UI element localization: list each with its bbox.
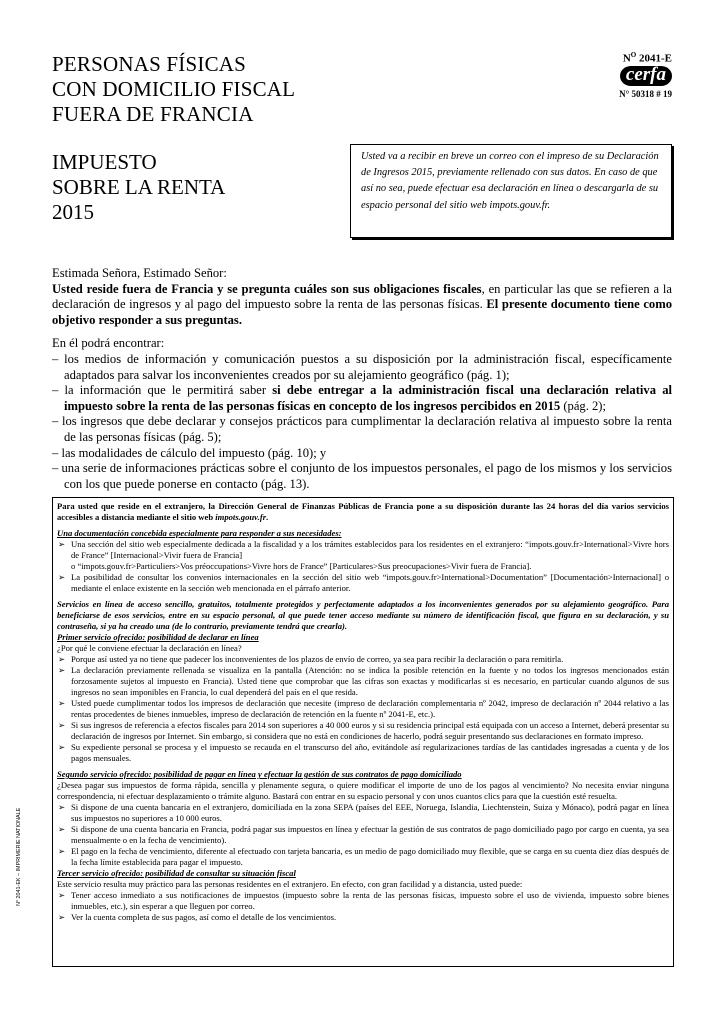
greeting: Estimada Señora, Estimado Señor:: [52, 266, 227, 280]
online-services-intro: Servicios en línea de acceso sencillo, gratuitos, totalmente protegidos y perfectamente adaptados a los inconvenientes generados por su alejamiento geográfico. Para beneficiarse de esos servicios, entre en su espacio personal, al que puede tener acceso mediante su número de identificación fiscal, que figura en su declaración, y su contraseña, si ya ha creado una (de lo contrario, previamente tendrá que crearla).: [57, 599, 669, 631]
contents-label: En él podrá encontrar:: [52, 336, 165, 351]
subtitle-line: 2015: [52, 200, 94, 224]
document-subtitle: [52, 150, 225, 225]
arrow-bullet-icon: ➢: [58, 912, 66, 922]
arrow-bullet-icon: ➢: [58, 824, 66, 834]
arrow-bullet-icon: ➢: [58, 654, 66, 664]
service-2-intro: ¿Desea pagar sus impuestos de forma rápida, sencilla y plenamente segura, o quiere modificar el importe de uno de los pagos al vencimiento? No necesita enviar ninguna correspondencia, ni efectuar desplazamiento o trámite alguno. Bastará con entrar en su espacio personal y con unos cuantos clics para que la cuestión esté resuelta.: [57, 780, 669, 801]
list-item: ➢ La declaración previamente rellenada se visualiza en la pantalla (Atención: no se indica la posible retención en la fuente y no todos los ingresos mencionados están forzosamente sujetos al impuesto en Francia). Usted tiene que comprobar que las cifras son exactas y modificarlas si es necesario, en particular cuando algunos de sus ingresos no sean imponibles en Francia, lo cual dependerá del país en el que resida.: [58, 665, 669, 697]
cerfa-logo: cerfa: [620, 66, 672, 86]
title-line: PERSONAS FÍSICAS: [52, 52, 247, 76]
list-item: – las modalidades de cálculo del impuesto (pág. 10); y: [52, 446, 672, 462]
list-item: – los ingresos que debe declarar y consejos prácticos para cumplimentar la declaración relativa al impuesto sobre la renta de las personas físicas (pág. 5);: [52, 414, 672, 445]
services-lead: Para usted que reside en el extranjero, la Dirección General de Finanzas Públicas de Francia pone a su disposición durante las 24 horas del día varios servicios accesibles a distancia mediante el sitio web impots.gouv.fr.: [57, 501, 669, 522]
arrow-bullet-icon: ➢: [58, 539, 66, 549]
list-item: ➢ Ver la cuenta completa de sus pagos, así como el detalle de los vencimientos.: [58, 912, 337, 922]
contents-list: [52, 352, 672, 492]
cerfa-reference: N° 50318 # 19: [619, 88, 672, 99]
document-title: [52, 52, 295, 127]
list-item: ➢ Una sección del sitio web especialmente dedicada a la fiscalidad y a los trámites establecidos para los residentes en el extranjero: “impots.gouv.fr>International>Vivre hors de France” [Internacional>Vivir fuera de Francia] o “impots.gouv.fr>Particuliers>Vos préoccupations>Vivre hors de France” [Particulares>Sus preocupaciones>Vivir fuera de Francia].: [58, 539, 669, 571]
title-line: CON DOMICILIO FISCAL: [52, 77, 296, 101]
intro-paragraph: Usted reside fuera de Francia y se pregunta cuáles son sus obligaciones fiscales, en particular las que se refieren a la declaración de ingresos y al pago del impuesto sobre la renta de las personas físicas. El presente documento tiene como objetivo responder a sus preguntas.: [52, 281, 672, 327]
subtitle-line: SOBRE LA RENTA: [52, 175, 226, 199]
list-item: ➢ Si dispone de una cuenta bancaria en Francia, podrá pagar sus impuestos en línea y efectuar la gestión de sus contratos de pago domiciliado pago por cargo en cuenta, ya sea mensualmente o en la fecha de vencimiento).: [58, 824, 669, 845]
title-line: FUERA DE FRANCIA: [52, 102, 254, 126]
list-item: ➢ Su expediente personal se procesa y el impuesto se recauda en el transcurso del año, evitándole así regularizaciones tardías de las cantidades ingresadas a cuenta y de los pagos mensuales.: [58, 742, 669, 763]
list-item: ➢ Si dispone de una cuenta bancaria en el extranjero, domiciliada en la zona SEPA (países del EEE, Noruega, Islandia, Liechtenstein, Suiza y Mónaco), podrá pagar en línea sus impuestos no superiores a 10 000 euros.: [58, 802, 669, 823]
arrow-bullet-icon: ➢: [58, 802, 66, 812]
list-item: – los medios de información y comunicación puestos a su disposición por la administración fiscal, específicamente adaptados para salvar los inconvenientes creados por su alejamiento geográfico (pág. 1);: [52, 352, 672, 383]
form-number: $N^O$ 2041-E: [622, 51, 672, 65]
intro-section: [52, 266, 672, 492]
service-2-heading: Segundo servicio ofrecido: posibilidad de pagar en línea y efectuar la gestión de sus contratos de pago domiciliado: [57, 769, 462, 779]
arrow-bullet-icon: ➢: [58, 698, 66, 708]
list-item: ➢ Si sus ingresos de referencia a efectos fiscales para 2014 son superiores a 40 000 euros y si su residencia principal está equipada con un acceso a Internet, deberá presentar su declaración de ingresos por Internet. Sin embargo, si considera que no está en condiciones de hacerlo, podrá seguir presentando sus declaraciones en formato impreso.: [58, 720, 669, 741]
arrow-bullet-icon: ➢: [58, 665, 66, 675]
list-item: ➢ Usted puede cumplimentar todos los impresos de declaración que necesite (impreso de declaración complementaria nº 2042, impreso de declaración nº 2044 relativo a las rentas procedentes de bienes inmuebles, impreso de declaración de retención en la fuente nº 2041-E, etc.).: [58, 698, 669, 719]
info-box: Usted va a recibir en breve un correo con el impreso de su Declaración de Ingresos 2015, previamente rellenado con sus datos. En caso de que así no sea, puede efectuar esa declaración en línea o descargarla de su espacio personal del sitio web impots.gouv.fr.: [350, 144, 672, 238]
services-box: [52, 497, 674, 967]
service-1-heading: Primer servicio ofrecido: posibilidad de declarar en línea: [57, 632, 259, 642]
list-item: – la información que le permitirá saber si debe entregar a la administración fiscal una declaración relativa al impuesto sobre la renta de las personas físicas en concepto de los ingresos percibidos en 2015 (pág. 2);: [52, 383, 672, 414]
documentation-heading: Una documentación concebida especialmente para responder a sus necesidades:: [57, 528, 342, 538]
arrow-bullet-icon: ➢: [58, 890, 66, 900]
subtitle-line: IMPUESTO: [52, 150, 157, 174]
service-1-question: ¿Por qué le conviene efectuar la declaración en línea?: [57, 643, 242, 653]
list-item: ➢ Tener acceso inmediato a sus notificaciones de impuestos (impuesto sobre la renta de las personas físicas, impuesto sobre el uso de vivienda, impuesto sobre bienes inmuebles, etc.), sin esperar a que lleguen por correo.: [58, 890, 669, 911]
arrow-bullet-icon: ➢: [58, 572, 66, 582]
list-item: ➢ El pago en la fecha de vencimiento, diferente al efectuado con tarjeta bancaria, es un medio de pago domiciliado muy flexible, que se carga en su cuenta diez días después de la fecha límite establecida para pagar el impuesto.: [58, 846, 669, 867]
arrow-bullet-icon: ➢: [58, 720, 66, 730]
form-identifier: [619, 51, 672, 99]
arrow-bullet-icon: ➢: [58, 742, 66, 752]
list-item: ➢ La posibilidad de consultar los convenios internacionales en la sección del sitio web “impots.gouv.fr>International>Documentation” [Documentación>Internacional] o mediante el enlace existente en la sección web mencionada en el párrafo anterior.: [58, 572, 669, 593]
service-3-heading: Tercer servicio ofrecido: posibilidad de consultar su situación fiscal: [57, 868, 296, 878]
list-item: – una serie de informaciones prácticas sobre el conjunto de los impuestos personales, el pago de los mismos y los servicios con los que puede ponerse en contacto (pág. 13).: [52, 461, 672, 492]
list-item: ➢ Porque así usted ya no tiene que padecer los inconvenientes de los plazos de envío de correo, ya sea para recibir la declaración o para remitirla.: [58, 654, 564, 664]
arrow-bullet-icon: ➢: [58, 846, 66, 856]
service-3-intro: Este servicio resulta muy práctico para las personas residentes en el extranjero. En efecto, con gran facilidad y a distancia, usted puede:: [57, 879, 523, 889]
